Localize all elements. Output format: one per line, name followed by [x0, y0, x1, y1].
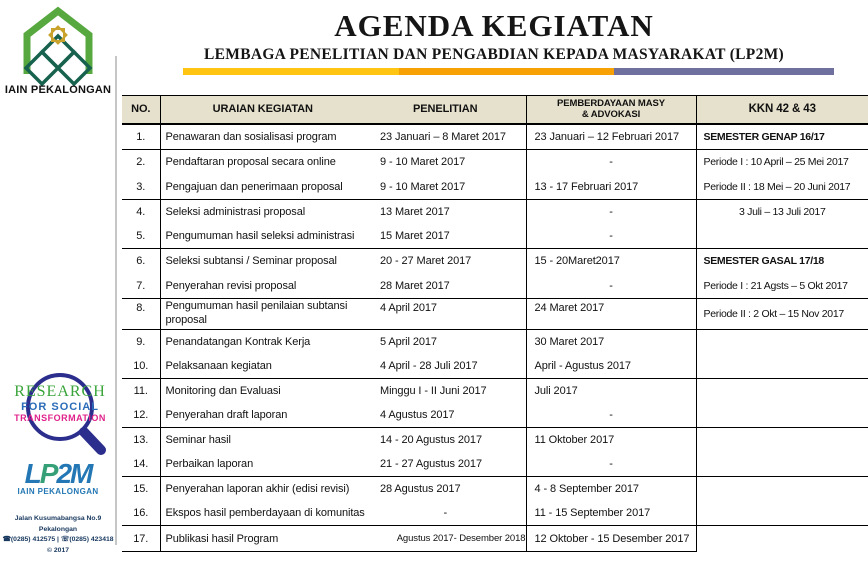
- cell-uraian: Penandatangan Kontrak Kerja: [165, 336, 311, 348]
- cell-uraian: Pengumuman hasil seleksi administrasi: [160, 224, 365, 249]
- kkn-gasal-periode1: Periode I : 21 Agsts – 5 Okt 2017: [703, 279, 848, 292]
- accent-bar: [183, 68, 834, 75]
- cell-uraian: Seleksi subtansi / Seminar proposal: [165, 255, 337, 268]
- cell-pemberdayaan: 12 Oktober - 15 Desember 2017: [526, 526, 696, 552]
- cell-pemberdayaan: 23 Januari – 12 Februari 2017: [526, 124, 696, 150]
- cell-no: 11.: [122, 379, 160, 404]
- lp2m-letter-l: L: [24, 458, 40, 489]
- research-logo-line3: TRANSFORMATION: [14, 413, 106, 423]
- address-block: [0, 514, 116, 556]
- cell-pemberdayaan: -: [526, 150, 696, 175]
- kkn-gasal-title: SEMESTER GASAL 17/18: [703, 255, 824, 267]
- cell-uraian: Seleksi administrasi proposal: [165, 206, 306, 218]
- address-line3: © 2017: [46, 546, 70, 554]
- cell-pemberdayaan: Juli 2017: [526, 379, 696, 404]
- col-header-uraian: URAIAN KEGIATAN: [160, 96, 365, 124]
- cell-penelitian: Minggu I - II Juni 2017: [365, 379, 526, 404]
- cell-no: 14.: [122, 452, 160, 477]
- cell-no: 13.: [122, 428, 160, 453]
- cell-kkn-gasal-periode2: [696, 299, 868, 330]
- cell-pemberdayaan: -: [526, 403, 696, 428]
- cell-no: 6.: [122, 249, 160, 274]
- cell-pemberdayaan: 4 - 8 September 2017: [526, 477, 696, 502]
- cell-pemberdayaan: 13 - 17 Februari 2017: [526, 175, 696, 200]
- table-row: [122, 428, 868, 453]
- cell-no: 15.: [122, 477, 160, 502]
- cell-penelitian: 9 - 10 Maret 2017: [365, 175, 526, 200]
- cell-penelitian: 9 - 10 Maret 2017: [365, 150, 526, 175]
- cell-penelitian: 4 April 2017: [365, 299, 526, 330]
- cell-uraian: Monitoring dan Evaluasi: [165, 385, 281, 397]
- accent-bar-purple: [614, 68, 834, 75]
- cell-penelitian: 23 Januari – 8 Maret 2017: [365, 124, 526, 150]
- cell-kkn-empty: [696, 428, 868, 477]
- col-header-pemberdayaan-line2: & ADVOKASI: [581, 109, 641, 121]
- table-row: [122, 526, 868, 552]
- cell-uraian: Penyerahan revisi proposal: [160, 274, 365, 299]
- cell-kkn-empty: [696, 379, 868, 428]
- col-header-pemberdayaan: [526, 96, 696, 124]
- cell-penelitian: 4 Agustus 2017: [365, 403, 526, 428]
- cell-pemberdayaan: 11 - 15 September 2017: [526, 501, 696, 526]
- cell-pemberdayaan: April - Agustus 2017: [526, 354, 696, 379]
- cell-kkn-empty: [696, 477, 868, 526]
- cell-no: 5.: [122, 224, 160, 249]
- accent-bar-orange: [399, 68, 614, 75]
- iain-pekalongan-logo-icon: [16, 6, 100, 91]
- cell-penelitian: 28 Agustus 2017: [365, 477, 526, 502]
- cell-pemberdayaan: -: [526, 224, 696, 249]
- cell-penelitian: Agustus 2017- Desember 2018: [365, 526, 526, 552]
- cell-no: 16.: [122, 501, 160, 526]
- cell-no: 10.: [122, 354, 160, 379]
- cell-no: 2.: [122, 150, 160, 175]
- cell-penelitian: 5 April 2017: [365, 330, 526, 355]
- page-title: AGENDA KEGIATAN: [334, 8, 654, 43]
- iain-label: IAIN PEKALONGAN: [4, 84, 112, 96]
- lp2m-logo: [0, 459, 116, 496]
- cell-penelitian: 13 Maret 2017: [365, 200, 526, 225]
- col-header-no: NO.: [122, 96, 160, 124]
- table-row: [122, 150, 868, 175]
- table-row: [122, 379, 868, 404]
- cell-pemberdayaan: 15 - 20Maret2017: [526, 249, 696, 274]
- cell-pemberdayaan: 30 Maret 2017: [526, 330, 696, 355]
- cell-no: 17.: [122, 526, 160, 552]
- cell-pemberdayaan: -: [526, 452, 696, 477]
- cell-no: 12.: [122, 403, 160, 428]
- kkn-genap-juli: 3 Juli – 13 Juli 2017: [738, 206, 826, 218]
- table-row: [122, 200, 868, 225]
- cell-uraian: Pengumuman hasil penilaian subtansi proposal: [160, 299, 365, 330]
- cell-uraian: Pelaksanaan kegiatan: [160, 354, 365, 379]
- cell-penelitian: 20 - 27 Maret 2017: [365, 249, 526, 274]
- cell-uraian: Penawaran dan sosialisasi program: [160, 124, 365, 150]
- address-line1: Jalan Kusumabangsa No.9 Pekalongan: [14, 515, 102, 533]
- cell-pemberdayaan: 11 Oktober 2017: [526, 428, 696, 453]
- col-header-penelitian: PENELITIAN: [365, 96, 526, 124]
- cell-uraian: Pengajuan dan penerimaan proposal: [160, 175, 365, 200]
- lp2m-logo-text: [0, 459, 116, 489]
- cell-no: 1.: [122, 124, 160, 150]
- cell-pemberdayaan: 24 Maret 2017: [526, 299, 696, 330]
- table-row: [122, 249, 868, 274]
- cell-kkn-empty: [696, 330, 868, 379]
- col-header-kkn: KKN 42 & 43: [696, 96, 868, 124]
- cell-uraian: Penyerahan laporan akhir (edisi revisi): [165, 483, 350, 495]
- lp2m-letter-p: P: [39, 458, 57, 489]
- cell-uraian: Seminar hasil: [165, 434, 231, 446]
- kkn-gasal-periode2: Periode II : 2 Okt – 15 Nov 2017: [703, 308, 844, 320]
- table-row: [122, 299, 868, 330]
- cell-no: 3.: [122, 175, 160, 200]
- cell-penelitian: 21 - 27 Agustus 2017: [365, 452, 526, 477]
- table-row: [122, 124, 868, 150]
- agenda-table: [122, 95, 868, 552]
- page-subtitle: LEMBAGA PENELITIAN DAN PENGABDIAN KEPADA MASYARAKAT (LP2M): [203, 46, 785, 63]
- cell-kkn-juli: [696, 200, 868, 249]
- lp2m-label: IAIN PEKALONGAN: [17, 487, 99, 496]
- cell-uraian: Publikasi hasil Program: [160, 526, 365, 552]
- kkn-genap-title: SEMESTER GENAP 16/17: [703, 130, 825, 143]
- research-logo-line1: RESEARCH: [14, 383, 106, 400]
- cell-penelitian: 28 Maret 2017: [365, 274, 526, 299]
- cell-penelitian: 15 Maret 2017: [365, 224, 526, 249]
- cell-kkn-genap-periode: [696, 150, 868, 200]
- address-line2: ☎(0285) 412575 | ☏(0285) 423418: [2, 536, 114, 544]
- cell-uraian: Ekspos hasil pemberdayaan di komunitas: [160, 501, 365, 526]
- table-row: [122, 477, 868, 502]
- cell-penelitian: 4 April - 28 Juli 2017: [365, 354, 526, 379]
- cell-no: 8.: [122, 299, 160, 330]
- research-logo-line2: FOR SOCIAL: [21, 401, 99, 413]
- table-header-row: [122, 96, 868, 124]
- accent-bar-gold: [183, 68, 399, 75]
- kkn-genap-periode1: Periode I : 10 April – 25 Mei 2017: [703, 156, 849, 168]
- cell-uraian: Penyerahan draft laporan: [160, 403, 365, 428]
- research-logo: [4, 370, 116, 460]
- cell-pemberdayaan: -: [526, 274, 696, 299]
- cell-no: 9.: [122, 330, 160, 355]
- cell-penelitian: 14 - 20 Agustus 2017: [365, 428, 526, 453]
- cell-kkn-semester-gasal: [696, 249, 868, 299]
- cell-pemberdayaan: -: [526, 200, 696, 225]
- lp2m-letters-2m: 2M: [56, 458, 92, 489]
- table-row: [122, 330, 868, 355]
- cell-penelitian: -: [365, 501, 526, 526]
- cell-kkn-semester-genap: [696, 124, 868, 150]
- cell-uraian: Pendaftaran proposal secara online: [165, 156, 336, 169]
- kkn-genap-periode2: Periode II : 18 Mei – 20 Juni 2017: [703, 180, 851, 193]
- cell-uraian: Perbaikan laporan: [160, 452, 365, 477]
- cell-no: 4.: [122, 200, 160, 225]
- cell-kkn-empty: [696, 526, 868, 552]
- col-header-pemberdayaan-line1: PEMBERDAYAAN MASY: [557, 97, 665, 109]
- cell-no: 7.: [122, 274, 160, 299]
